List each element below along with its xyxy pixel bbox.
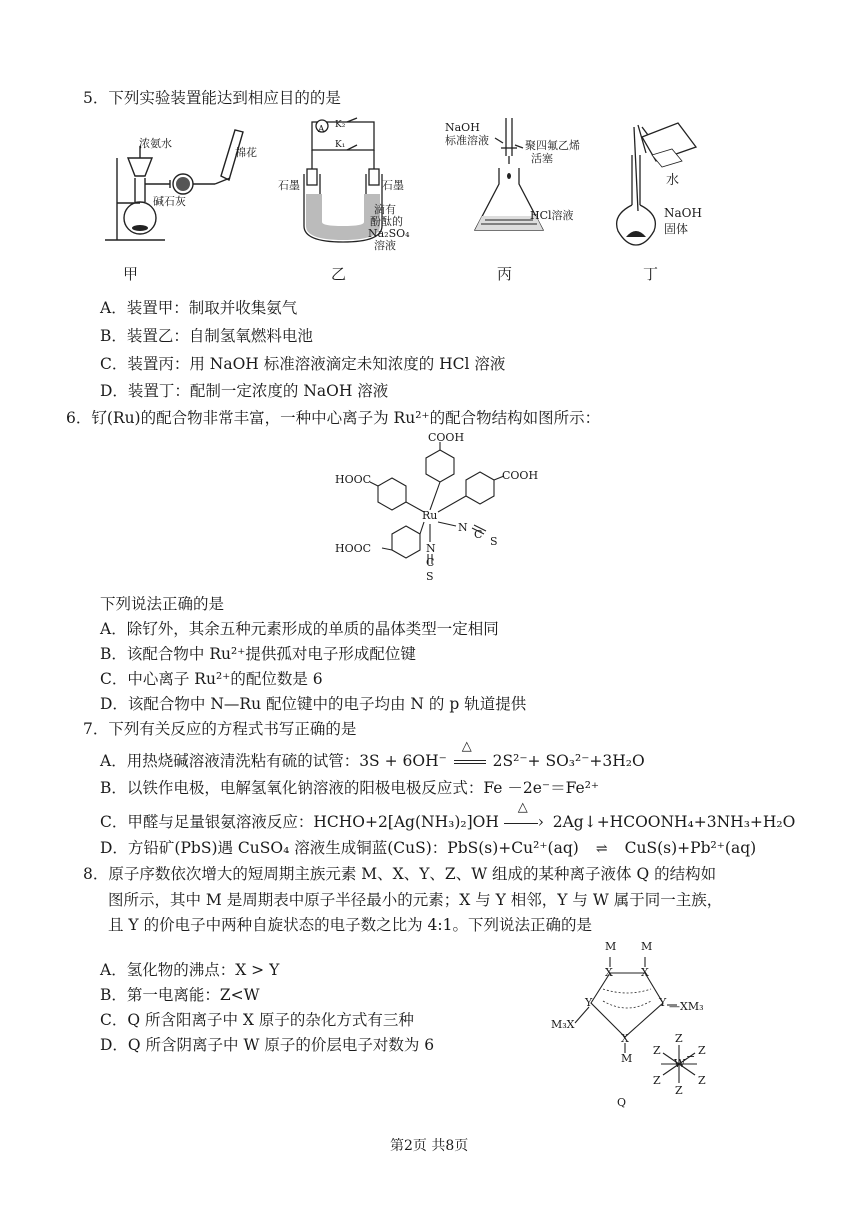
- q7-a-arrow: [452, 739, 488, 771]
- w-charge: −: [686, 1050, 696, 1063]
- label-cotton: 棉花: [235, 146, 257, 159]
- label-solution-2: 酚酞的: [370, 215, 403, 228]
- apparatus-ding: [612, 115, 722, 250]
- ncs-s-bottom: S: [426, 570, 434, 583]
- label-water: 水: [666, 173, 680, 188]
- q7-c-heat: △: [517, 800, 528, 815]
- ncs-n-bottom: N: [426, 542, 436, 555]
- z-lower-right: Z: [698, 1074, 706, 1087]
- q7-option-b: B．以铁作电极，电解氢氧化钠溶液的阳极电极反应式：Fe －2e⁻＝Fe²⁺: [100, 779, 600, 797]
- q5-option-d: D．装置丁：配制一定浓度的 NaOH 溶液: [100, 382, 389, 400]
- label-stopcock: 活塞: [531, 152, 553, 165]
- m-bottom: M: [621, 1052, 633, 1065]
- q6-option-a: A．除钌外，其余五种元素形成的单质的晶体类型一定相同: [100, 620, 499, 638]
- m3x-substituent: M₃X: [551, 1018, 575, 1031]
- q7-d-equilibrium-arrow: ⇌: [595, 841, 608, 857]
- hooc-left: HOOC: [335, 473, 372, 486]
- switch-k2-label: K₂: [335, 120, 346, 130]
- q8-stem-line3: 且 Y 的价电子中两种自旋状态的电子数之比为 4:1。下列说法正确的是: [108, 916, 592, 934]
- y-ring-left: Y: [585, 996, 593, 1009]
- q7-c-arrow: △ ›: [504, 812, 548, 832]
- q8-option-b: B．第一电离能：Z<W: [100, 986, 260, 1004]
- apparatus-bing: [445, 118, 595, 248]
- q6-option-b: B．该配合物中 Ru²⁺提供孤对电子形成配位键: [100, 645, 416, 663]
- label-soda-lime: 碱石灰: [153, 195, 186, 208]
- q8-option-c: C．Q 所含阳离子中 X 原子的杂化方式有三种: [100, 1011, 414, 1029]
- q8-stem-line2: 图所示，其中 M 是周期表中原子半径最小的元素；X 与 Y 相邻，Y 与 W 属于同一主族，: [108, 891, 723, 909]
- cooh-top: COOH: [428, 431, 465, 444]
- z-upper-right: Z: [698, 1044, 706, 1057]
- ionic-liquid-q-structure: [545, 935, 735, 1115]
- hooc-bottom-left: HOOC: [335, 542, 372, 555]
- q7-option-a: [100, 739, 645, 771]
- q6-lead: 下列说法正确的是: [100, 595, 225, 613]
- m-top-right: M: [641, 940, 653, 953]
- ncs-s-right: S: [490, 535, 498, 548]
- x-ring-bottom: X: [621, 1032, 629, 1045]
- label-graphite-left: 石墨: [278, 179, 300, 192]
- z-bottom: Z: [675, 1084, 683, 1097]
- m-top-left: M: [605, 940, 617, 953]
- label-standard-solution: 标准溶液: [445, 134, 489, 147]
- q6-option-d: D．该配合物中 N—Ru 配位键中的电子均由 N 的 p 轨道提供: [100, 695, 527, 713]
- q7-c-left: C．甲醛与足量银氨溶液反应：HCHO+2[Ag(NH₃)₂]OH: [100, 813, 499, 831]
- ammeter-label: A: [318, 125, 325, 135]
- apparatus-yi: [278, 114, 412, 254]
- ru-center: Ru: [422, 509, 438, 522]
- q7-a-left: A．用热烧碱溶液清洗粘有硫的试管：3S + 6OH⁻: [100, 752, 447, 770]
- x-ring-left: X: [605, 966, 613, 979]
- label-solution-3: Na₂SO₄: [368, 227, 410, 240]
- q5-option-a: A．装置甲：制取并收集氨气: [100, 299, 298, 317]
- figure-label-jia: 甲: [123, 265, 139, 283]
- label-concentrated-ammonia: 浓氨水: [139, 137, 172, 150]
- apparatus-jia: [95, 118, 265, 248]
- q7-c-right: 2Ag↓+HCOONH₄+3NH₃+H₂O: [552, 813, 796, 831]
- q7-d-right: CuS(s)+Pb²⁺(aq): [624, 839, 757, 857]
- q7-stem: 7．下列有关反应的方程式书写正确的是: [83, 720, 357, 738]
- q7-option-c: [100, 800, 796, 832]
- q7-option-d: [100, 838, 756, 859]
- figure-label-ding: 丁: [643, 265, 659, 283]
- z-upper-left: Z: [653, 1044, 661, 1057]
- label-naoh-solid-2: 固体: [664, 222, 689, 236]
- label-naoh: NaOH: [445, 121, 480, 134]
- ncs-n-right: N: [458, 521, 468, 534]
- label-graphite-right: 石墨: [382, 179, 404, 192]
- q8-stem-line1: 8．原子序数依次增大的短周期主族元素 M、X、Y、Z、W 组成的某种离子液体 Q 的结构如: [83, 865, 717, 883]
- figure-label-yi: 乙: [331, 265, 347, 283]
- q5-option-b: B．装置乙：自制氢氧燃料电池: [100, 327, 313, 345]
- y-ring-right: Y: [659, 996, 667, 1009]
- label-solution-1: 滴有: [374, 203, 396, 216]
- ncs-c-right: C: [474, 528, 483, 541]
- q8-option-a: A．氢化物的沸点：X > Y: [100, 961, 280, 979]
- switch-k1-label: K₁: [335, 140, 346, 150]
- label-hcl-solution: HCl溶液: [530, 209, 574, 222]
- page-footer: 第2页 共8页: [390, 1138, 469, 1154]
- ruthenium-complex-structure: [330, 430, 550, 585]
- label-ptfe: 聚四氟乙烯: [525, 139, 580, 152]
- ncs-c-bottom: C: [426, 556, 435, 569]
- q5-option-c: C．装置丙：用 NaOH 标准溶液滴定未知浓度的 HCl 溶液: [100, 355, 506, 373]
- q7-a-heat: △: [461, 739, 472, 754]
- q5-stem: 5．下列实验装置能达到相应目的的是: [83, 89, 341, 107]
- z-top: Z: [675, 1032, 683, 1045]
- q-label: Q: [617, 1096, 627, 1109]
- q7-d-left: D．方铅矿(PbS)遇 CuSO₄ 溶液生成铜蓝(CuS)：PbS(s)+Cu²⁺(aq): [100, 839, 579, 857]
- w-center: W: [674, 1057, 686, 1070]
- x-ring-right: X: [641, 966, 649, 979]
- q8-option-d: D．Q 所含阴离子中 W 原子的价层电子对数为 6: [100, 1036, 435, 1054]
- z-lower-left: Z: [653, 1074, 661, 1087]
- label-solution-4: 溶液: [374, 239, 396, 252]
- figure-label-bing: 丙: [497, 265, 513, 283]
- q7-a-right: 2S²⁻+ SO₃²⁻+3H₂O: [492, 752, 645, 770]
- q6-option-c: C．中心离子 Ru²⁺的配位数是 6: [100, 670, 323, 688]
- label-naoh-solid-1: NaOH: [664, 206, 702, 220]
- q6-stem: 6．钌(Ru)的配合物非常丰富，一种中心离子为 Ru²⁺的配合物结构如图所示：: [66, 409, 601, 427]
- cooh-right: COOH: [502, 469, 539, 482]
- xm3-substituent: —XM₃: [669, 1000, 704, 1013]
